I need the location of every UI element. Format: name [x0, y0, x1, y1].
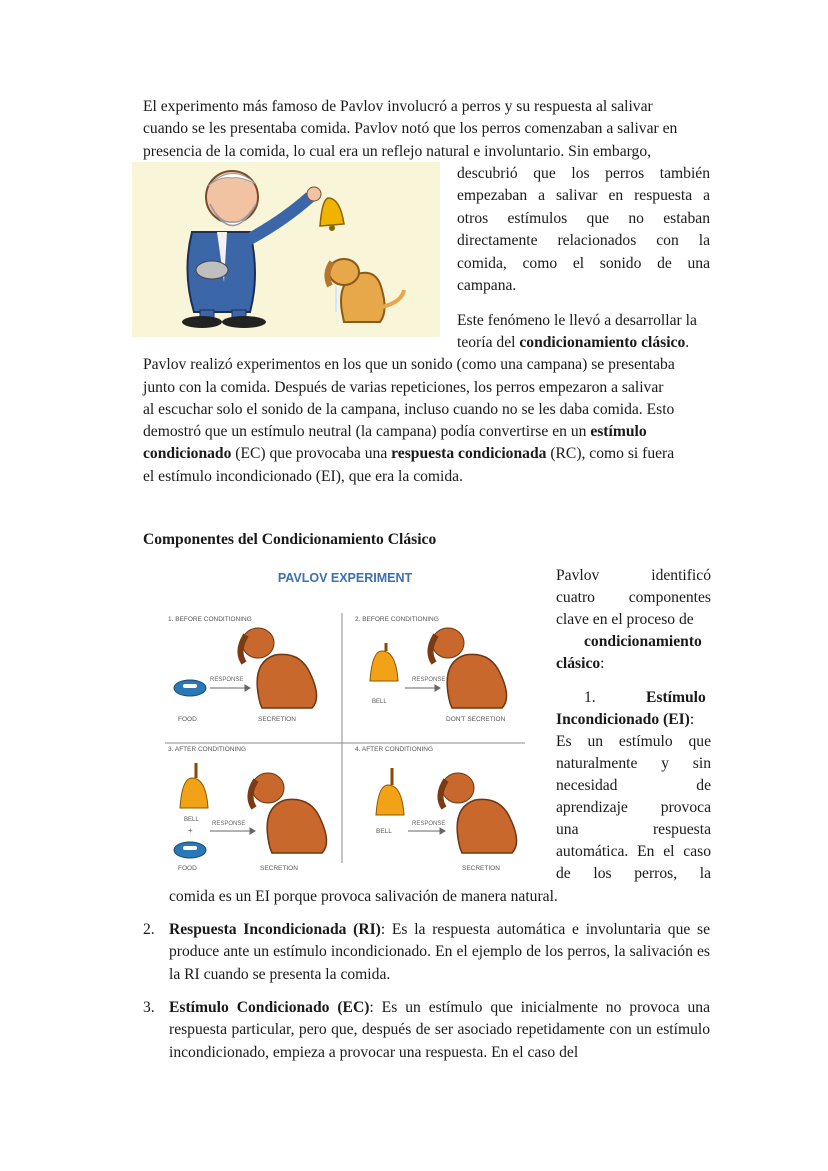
p2-line-2: junto con la comida. Después de varias repeticiones, los perros empezaron a salivar [143, 379, 664, 396]
food-bowl-icon [174, 842, 206, 858]
p2-line5-mid: (EC) que provocaba una [231, 445, 392, 462]
item1-number: 1. [584, 689, 596, 706]
dont-secretion-label: DON'T SECRETION [446, 716, 506, 723]
item3-body: : Es un estímulo que inicialmente no provoca una respuesta particular, pero que, después de ser asociado repetidamente con un estímulo incondicionado, empieza a provocar una respuesta. En el caso del [169, 999, 710, 1061]
secretion-label-1: SECRETION [258, 716, 296, 723]
response-label-2: RESPONSE [412, 677, 446, 683]
item3-number: 3. [143, 999, 155, 1016]
item1-l4: aprendizaje provoca [556, 799, 711, 816]
p2-line-3: al escuchar solo el sonido de la campana, incluso cuando no se les daba comida. Esto [143, 401, 675, 418]
response-label-3: RESPONSE [212, 821, 246, 827]
item1-bold-b [556, 709, 694, 731]
item1-line-2 [556, 753, 711, 775]
side-paragraph-1 [457, 163, 710, 297]
item1-line-5 [556, 819, 711, 841]
item2-number: 2. [143, 921, 155, 938]
item2-text [169, 919, 710, 986]
item1-line-6 [556, 841, 711, 863]
item1-bold-a-text: Estímulo [646, 689, 706, 706]
side2-pre: teoría del [457, 334, 520, 351]
side2-line-1: Este fenómeno le llevó a desarrollar la [457, 312, 697, 329]
components-intro-3: clave en el proceso de [556, 611, 694, 628]
panel-2-label: 2. BEFORE CONDITIONING [355, 616, 439, 623]
secretion-label-3: SECRETION [462, 865, 500, 872]
components-intro-5 [556, 653, 605, 675]
item1-line-4 [556, 797, 711, 819]
figure-title: PAVLOV EXPERIMENT [277, 571, 413, 585]
bell-icon [376, 768, 404, 815]
side2-line-2 [457, 332, 689, 354]
p2-line-1: Pavlov realizó experimentos en los que un sonido (como una campana) se presentaba [143, 356, 675, 373]
side1-line-1: descubrió que los perros también [457, 165, 710, 182]
food-bowl-icon [174, 680, 206, 696]
intro-line-3: presencia de la comida, lo cual era un reflejo natural e involuntario. Sin embargo, [143, 143, 652, 160]
item2-bold: Respuesta Incondicionada (RI) [169, 921, 381, 938]
food-label-1: FOOD [178, 716, 197, 723]
ci-bold-2: clásico [556, 655, 601, 672]
side2-post: . [685, 334, 690, 351]
response-label-4: RESPONSE [412, 821, 446, 827]
pavlov-cartoon-image [132, 162, 440, 337]
side1-line-6: campana. [457, 277, 517, 295]
experiment-diagram [150, 563, 533, 876]
item1-last-line: comida es un EI porque provoca salivación de manera natural. [169, 888, 558, 905]
item3 [143, 997, 710, 1064]
item1-colon: : [689, 711, 695, 728]
item1-line-3 [556, 775, 711, 797]
p2-line-6: el estímulo incondicionado (EI), que era la comida. [143, 468, 463, 485]
food-label-2: FOOD [178, 865, 197, 872]
p2-line5-bold2: respuesta condicionada [391, 445, 547, 462]
item1-l1: Es un estímulo que [556, 733, 711, 750]
item2-body: : Es la respuesta automática e involuntaria que se produce ante un estímulo incondicionado. En el ejemplo de los perros, la salivación es la RI cuando se presenta la comida. [169, 921, 710, 983]
side1-line-2: empezaban a salivar en respuesta a [457, 187, 710, 205]
item1-l2: naturalmente y sin [556, 755, 711, 772]
pavlov-cartoon-drawing [132, 162, 440, 337]
dog-panel-2 [430, 628, 506, 708]
bell-label-3: BELL [376, 828, 392, 835]
components-intro-4 [584, 631, 702, 653]
ci-bold-1: condicionamiento [584, 633, 702, 650]
item1-l5: una respuesta [556, 821, 711, 838]
item1-bold-b-text: Incondicionado (EI) [556, 711, 690, 728]
p2-line-5 [143, 443, 674, 465]
panel-1-label: 1. BEFORE CONDITIONING [168, 616, 252, 623]
bell-icon [180, 763, 208, 808]
item3-bold: Estímulo Condicionado (EC) [169, 999, 370, 1016]
p2-line5-bold1: condicionado [143, 445, 232, 462]
item1-l3: necesidad de [556, 777, 711, 794]
p2-line4-bold: estímulo [590, 423, 647, 440]
p2-line-4 [143, 421, 647, 443]
response-arrows [210, 685, 445, 834]
p2-line5-post: (RC), como si fuera [546, 445, 675, 462]
item1-l6: automática. En el caso [556, 843, 711, 860]
panel-3-label: 3. AFTER CONDITIONING [168, 746, 247, 753]
bell-label-1: BELL [372, 699, 387, 705]
ci-colon: : [600, 655, 605, 672]
item3-text [169, 997, 710, 1064]
item1-l7: de los perros, la [556, 865, 711, 882]
item1-bold-a [646, 687, 706, 709]
ci-line-1: Pavlov identificó [556, 567, 711, 584]
panel-4-label: 4. AFTER CONDITIONING [355, 746, 434, 753]
response-label-1: RESPONSE [210, 677, 244, 683]
ci-line-2: cuatro componentes [556, 589, 711, 606]
intro-line-2: cuando se les presentaba comida. Pavlov notó que los perros comenzaban a salivar en [143, 120, 678, 137]
side2-bold: condicionamiento clásico [519, 334, 686, 351]
side1-line-3: otros estímulos que no estaban [457, 209, 710, 227]
pavlov-experiment-figure [150, 563, 533, 876]
dog-panel-4 [440, 773, 516, 853]
bell-label-2: BELL [184, 817, 199, 823]
item1-line-7 [556, 863, 711, 885]
dog-panel-1 [240, 628, 316, 708]
intro-line-1: El experimento más famoso de Pavlov involucró a perros y su respuesta al salivar [143, 98, 653, 115]
side1-line-4: directamente relacionados con la [457, 232, 710, 250]
item1-line-1 [556, 731, 711, 753]
side1-line-5: comida, como el sonido de una [457, 254, 710, 272]
secretion-label-2: SECRETION [260, 865, 298, 872]
section-heading: Componentes del Condicionamiento Clásico [143, 531, 437, 548]
components-intro-2 [556, 587, 711, 609]
bell-icon [370, 643, 398, 681]
plus-label: + [188, 826, 193, 835]
dog-panel-3 [250, 773, 326, 853]
p2-line4-pre: demostró que un estímulo neutral (la campana) podía convertirse en un [143, 423, 591, 440]
item2 [143, 919, 710, 986]
components-intro-1 [556, 565, 711, 587]
